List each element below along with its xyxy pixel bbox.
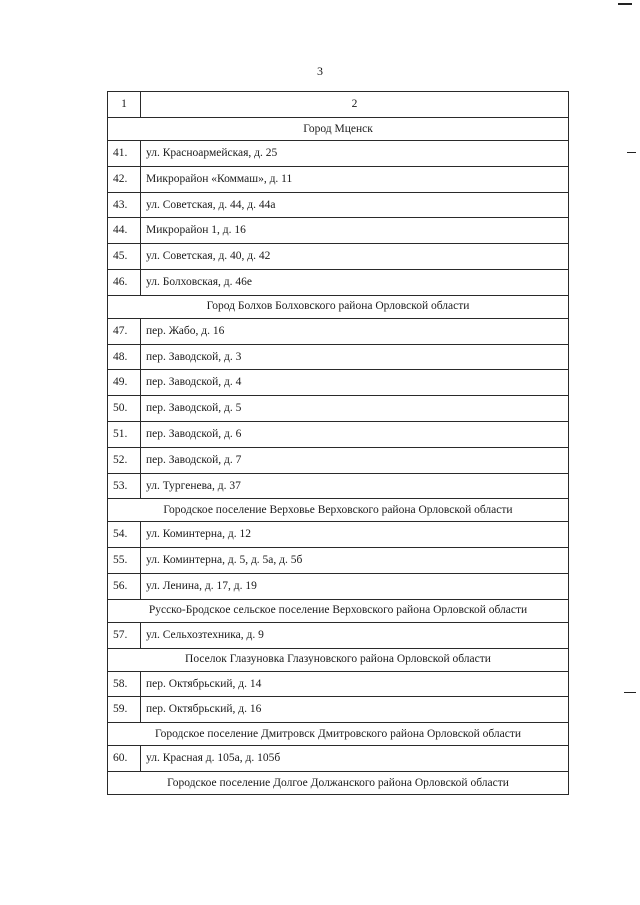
row-number: 58.	[108, 671, 141, 697]
row-address: ул. Коминтерна, д. 12	[141, 522, 569, 548]
row-address: пер. Заводской, д. 7	[141, 447, 569, 473]
section-title: Городское поселение Долгое Должанского района Орловской области	[108, 771, 569, 794]
row-address: Микрорайон «Коммаш», д. 11	[141, 166, 569, 192]
row-number: 45.	[108, 244, 141, 270]
row-number: 41.	[108, 141, 141, 167]
table-row	[108, 522, 569, 548]
row-address: Микрорайон 1, д. 16	[141, 218, 569, 244]
row-address: ул. Коминтерна, д. 5, д. 5а, д. 5б	[141, 548, 569, 574]
section-title: Город Болхов Болховского района Орловской области	[108, 295, 569, 318]
row-address: пер. Октябрьский, д. 16	[141, 697, 569, 723]
row-number: 48.	[108, 344, 141, 370]
table-row	[108, 244, 569, 270]
table-row	[108, 370, 569, 396]
table-row	[108, 318, 569, 344]
section-header-row	[108, 648, 569, 671]
table-row	[108, 573, 569, 599]
section-title: Русско-Бродское сельское поселение Верховского района Орловской области	[108, 599, 569, 622]
row-address: ул. Советская, д. 44, д. 44а	[141, 192, 569, 218]
table-row	[108, 344, 569, 370]
row-address: ул. Ленина, д. 17, д. 19	[141, 573, 569, 599]
row-address: пер. Заводской, д. 5	[141, 396, 569, 422]
scan-mark-right	[627, 152, 636, 153]
row-address: ул. Тургенева, д. 37	[141, 473, 569, 499]
row-address: пер. Заводской, д. 3	[141, 344, 569, 370]
row-number: 51.	[108, 421, 141, 447]
row-number: 46.	[108, 269, 141, 295]
scan-mark-top-right	[618, 3, 632, 5]
page-number: 3	[317, 64, 323, 78]
table-row	[108, 447, 569, 473]
row-address: ул. Красная д. 105а, д. 105б	[141, 746, 569, 772]
table-row	[108, 671, 569, 697]
row-number: 55.	[108, 548, 141, 574]
section-title: Поселок Глазуновка Глазуновского района Орловской области	[108, 648, 569, 671]
section-header-row	[108, 723, 569, 746]
row-address: ул. Советская, д. 40, д. 42	[141, 244, 569, 270]
scan-mark-right-lower	[624, 692, 636, 693]
table-row	[108, 746, 569, 772]
row-address: ул. Красноармейская, д. 25	[141, 141, 569, 167]
table-row	[108, 269, 569, 295]
table-row	[108, 166, 569, 192]
row-number: 54.	[108, 522, 141, 548]
row-address: ул. Сельхозтехника, д. 9	[141, 622, 569, 648]
section-header-row	[108, 599, 569, 622]
table-row	[108, 697, 569, 723]
row-address: ул. Болховская, д. 46е	[141, 269, 569, 295]
row-number: 60.	[108, 746, 141, 772]
table-row	[108, 218, 569, 244]
section-header-row	[108, 771, 569, 794]
row-address: пер. Заводской, д. 6	[141, 421, 569, 447]
row-number: 53.	[108, 473, 141, 499]
row-number: 50.	[108, 396, 141, 422]
row-number: 43.	[108, 192, 141, 218]
address-table	[107, 91, 569, 795]
section-title: Городское поселение Верховье Верховского района Орловской области	[108, 499, 569, 522]
column-header-address: 2	[141, 92, 569, 118]
column-header-row	[108, 92, 569, 118]
row-number: 59.	[108, 697, 141, 723]
row-number: 44.	[108, 218, 141, 244]
table-row	[108, 192, 569, 218]
address-table-body	[108, 92, 569, 795]
table-row	[108, 141, 569, 167]
row-number: 52.	[108, 447, 141, 473]
table-row	[108, 396, 569, 422]
row-number: 49.	[108, 370, 141, 396]
section-title: Городское поселение Дмитровск Дмитровского района Орловской области	[108, 723, 569, 746]
row-address: пер. Жабо, д. 16	[141, 318, 569, 344]
row-address: пер. Заводской, д. 4	[141, 370, 569, 396]
row-number: 42.	[108, 166, 141, 192]
section-header-row	[108, 118, 569, 141]
table-row	[108, 473, 569, 499]
row-address: пер. Октябрьский, д. 14	[141, 671, 569, 697]
section-header-row	[108, 499, 569, 522]
section-header-row	[108, 295, 569, 318]
section-title: Город Мценск	[108, 118, 569, 141]
row-number: 47.	[108, 318, 141, 344]
table-row	[108, 622, 569, 648]
table-row	[108, 548, 569, 574]
row-number: 56.	[108, 573, 141, 599]
column-header-number: 1	[108, 92, 141, 118]
row-number: 57.	[108, 622, 141, 648]
table-row	[108, 421, 569, 447]
